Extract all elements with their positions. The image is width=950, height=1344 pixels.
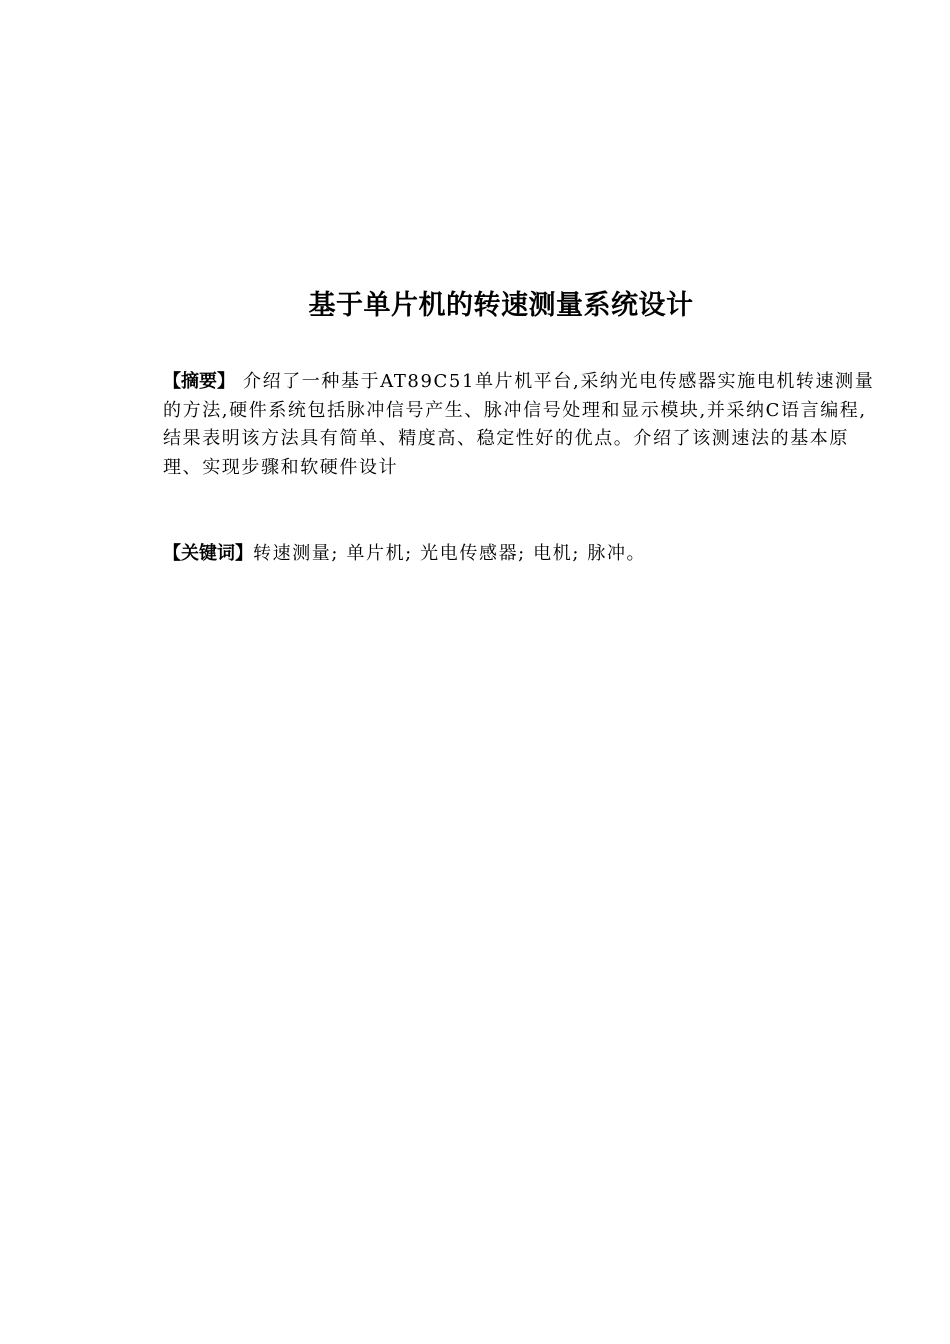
abstract-paragraph [163, 368, 875, 482]
abstract-label: 【摘要】 [163, 371, 235, 392]
keywords-label: 【关键词】 [163, 543, 253, 564]
abstract-text: 介绍了一种基于AT89C51单片机平台,采纳光电传感器实施电机转速测量的方法,硬件系统包括脉冲信号产生、脉冲信号处理和显示模块,并采纳C语言编程,结果表明该方法具有简单、精度高、稳定性好的优点。介绍了该测速法的基本原理、实现步骤和软硬件设计 [163, 371, 875, 478]
keywords-text: 转速测量; 单片机; 光电传感器; 电机; 脉冲。 [253, 543, 647, 564]
keywords-paragraph [163, 540, 875, 568]
document-title: 基于单片机的转速测量系统设计 [308, 290, 694, 321]
